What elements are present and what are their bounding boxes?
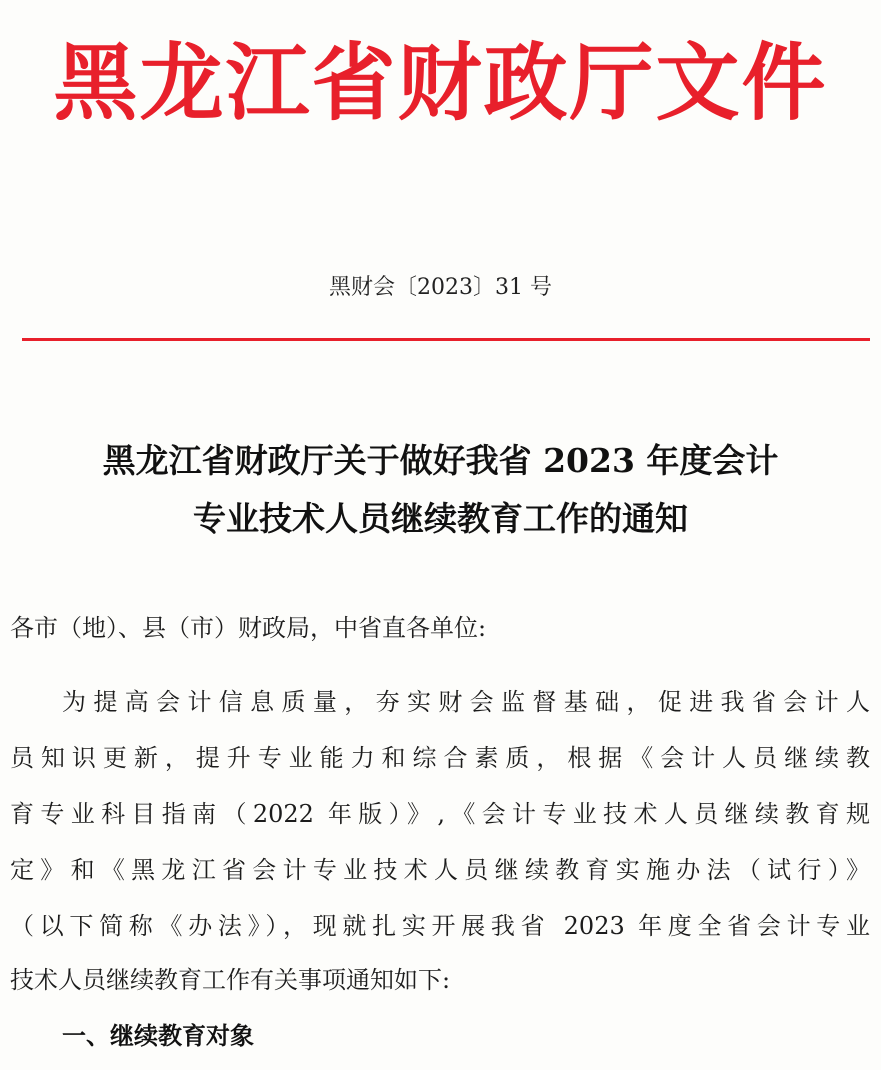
red-divider-line [22,338,870,341]
body-line: 定》和《黑龙江省会计专业技术人员继续教育实施办法（试行）》 [10,856,870,884]
body-line: 为提高会计信息质量，夯实财会监督基础，促进我省会计人 [62,688,870,716]
document-number: 黑财会〔2023〕31 号 [329,275,552,300]
body-line: 员知识更新，提升专业能力和综合素质，根据《会计人员继续教 [10,744,870,772]
body-line: 技术人员继续教育工作有关事项通知如下: [10,966,451,994]
body-line: 育专业科目指南（2022 年版）》,《会计专业技术人员继续教育规 [10,800,870,828]
salutation: 各市（地）、县（市）财政局，中省直各单位: [10,614,487,642]
document-title-line-1: 黑龙江省财政厅关于做好我省 2023 年度会计 [102,441,779,480]
document-title-line-2: 专业技术人员继续教育工作的通知 [193,499,688,538]
section-heading: 一、继续教育对象 [62,1022,254,1050]
document-masthead: 黑龙江省财政厅文件 [53,34,828,132]
body-line: （以下简称《办法》），现就扎实开展我省 2023 年度全省会计专业 [10,912,870,940]
